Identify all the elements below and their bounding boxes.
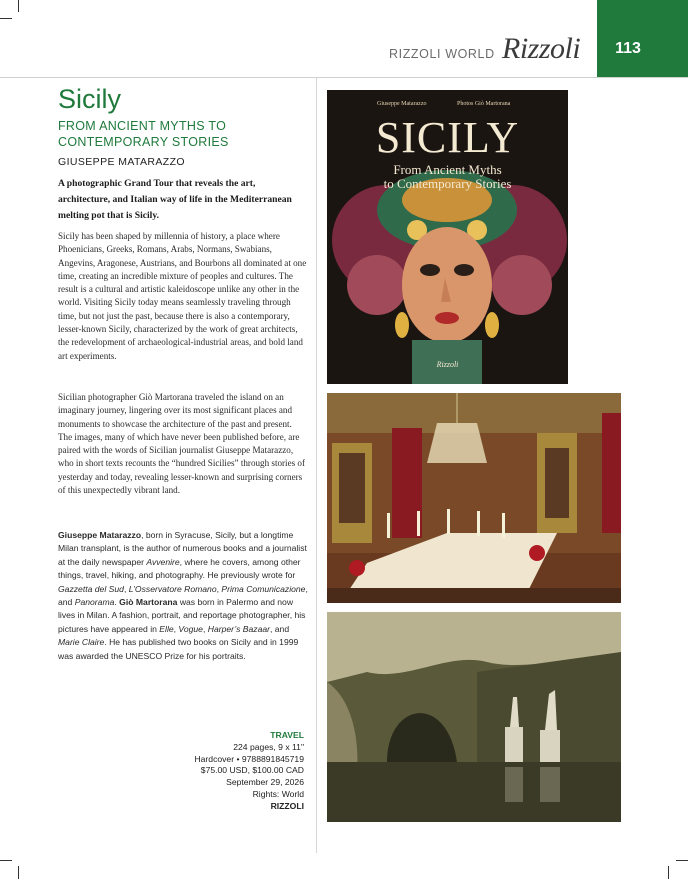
crop-mark xyxy=(668,866,669,879)
crop-mark xyxy=(18,866,19,879)
bio-author-name: Giuseppe Matarazzo xyxy=(58,530,142,540)
dining-room-artwork xyxy=(327,393,621,603)
spec-format: Hardcover • 9788891845719 xyxy=(194,753,304,764)
bio-publication: Gazzetta del Sud xyxy=(58,583,124,594)
description-paragraph: Sicily has been shaped by millennia of history, a place where Phoenicians, Greeks, Romans, Arabs, Normans, Swabians, Angevins, Aragonese, Austrians, and Bourbons all dominated at one time, creating an incredible mixture of peoples and cultures. The result is a cultural and artistic kaleidoscope unlike any other in the world. Visiting Sicily today means seamlessly traveling through time, but not just the past, because there is also a contemporary, lesser-known Sicily, characterized by the work of great architects, the redevelopment of archaeological-industrial areas, and bold land art experiments. xyxy=(58,231,307,361)
book-subtitle: FROM ANCIENT MYTHS TO CONTEMPORARY STORIES xyxy=(58,119,229,149)
bio-publication: Harper’s Bazaar xyxy=(207,623,270,634)
page-number-tab xyxy=(597,0,688,77)
page-number: 113 xyxy=(615,40,641,57)
description-paragraph: Sicilian photographer Giò Martorana traveled the island on an imaginary journey, lingering over its most significant places and monuments to showcase the architecture of the past and present. The images, many of which have never been published before, are paired with the words of Sicilian journalist Giuseppe Matarazzo, who in short texts recounts the “hundred Sicilies” through stories of yesterday and today, revealing lesser-known and surprising corners of this unexpectedly vibrant land. xyxy=(58,392,306,496)
spec-pages: 224 pages, 9 x 11" xyxy=(233,741,304,752)
bio-publication: Vogue xyxy=(178,623,203,634)
book-author: GIUSEPPE MATARAZZO xyxy=(58,156,185,168)
book-cover-image xyxy=(327,90,568,384)
bio-text: was born in Palermo and now lives in Milan. A fashion, portrait, and reportage photographer, his pictures have appeared in xyxy=(58,597,306,634)
spec-date: September 29, 2026 xyxy=(226,777,304,788)
spec-category: TRAVEL xyxy=(270,730,304,740)
bio-publication: L’Osservatore Romano xyxy=(128,583,217,594)
bio-text: , xyxy=(202,623,208,634)
bio-publication: Elle xyxy=(159,623,174,634)
bio-text: . xyxy=(114,597,120,608)
bio-text: , and xyxy=(270,623,290,634)
author-bio xyxy=(58,529,308,663)
bio-text: , xyxy=(173,623,179,634)
bio-publication: Avvenire xyxy=(146,556,180,567)
cover-photo-credit: Photos Giò Martorana xyxy=(457,101,511,107)
section-label: RIZZOLI WORLD xyxy=(389,47,495,61)
book-specs xyxy=(130,730,304,813)
spec-publisher: RIZZOLI xyxy=(270,800,304,811)
bio-text: , xyxy=(216,583,222,594)
cover-subtitle-line: From Ancient Myths xyxy=(393,162,502,177)
book-lead: A photographic Grand Tour that reveals the art, architecture, and Italian way of life in the Mediterranean melting pot that is Sicily. xyxy=(58,178,292,221)
spec-rights: Rights: World xyxy=(252,788,304,799)
bio-text: , born in Syracuse, Sicily, but a longtime Milan transplant, is the author of numerous books and a journalist at the daily newspaper xyxy=(58,530,307,567)
crop-mark xyxy=(676,860,688,861)
bio-text: , where he covers, among other things, travel, hiking, and photography. He previously wrote for xyxy=(58,556,301,581)
bio-text: , and xyxy=(58,583,308,608)
crop-mark xyxy=(0,860,12,861)
bio-text: . He has published two books on Sicily and in 1999 was awarded the UNESCO Prize for his portraits. xyxy=(58,637,299,661)
book-title: Sicily xyxy=(58,84,122,114)
crop-mark xyxy=(18,0,19,12)
cover-author-credit: Giuseppe Matarazzo xyxy=(377,101,427,107)
cover-title: SICILY xyxy=(375,113,520,162)
bio-publication: Marie Claire xyxy=(58,637,105,648)
bio-text: , xyxy=(123,583,129,594)
cover-subtitle xyxy=(327,163,568,191)
column-divider xyxy=(316,78,317,853)
cave-artwork xyxy=(327,612,621,822)
cover-publisher: Rizzoli xyxy=(436,360,459,369)
crop-mark xyxy=(0,18,12,19)
spec-price: $75.00 USD, $100.00 CAD xyxy=(200,765,304,776)
rizzoli-logo: Rizzoli xyxy=(502,32,581,65)
header-divider xyxy=(0,77,688,78)
cover-subtitle-line: to Contemporary Stories xyxy=(383,176,512,191)
bio-publication: Panorama xyxy=(74,597,115,608)
cave-sculpture-photo xyxy=(327,612,621,822)
bio-photographer-name: Giò Martorana xyxy=(119,597,178,608)
dining-room-photo xyxy=(327,393,621,603)
bio-publication: Prima Comunicazione xyxy=(221,583,306,594)
